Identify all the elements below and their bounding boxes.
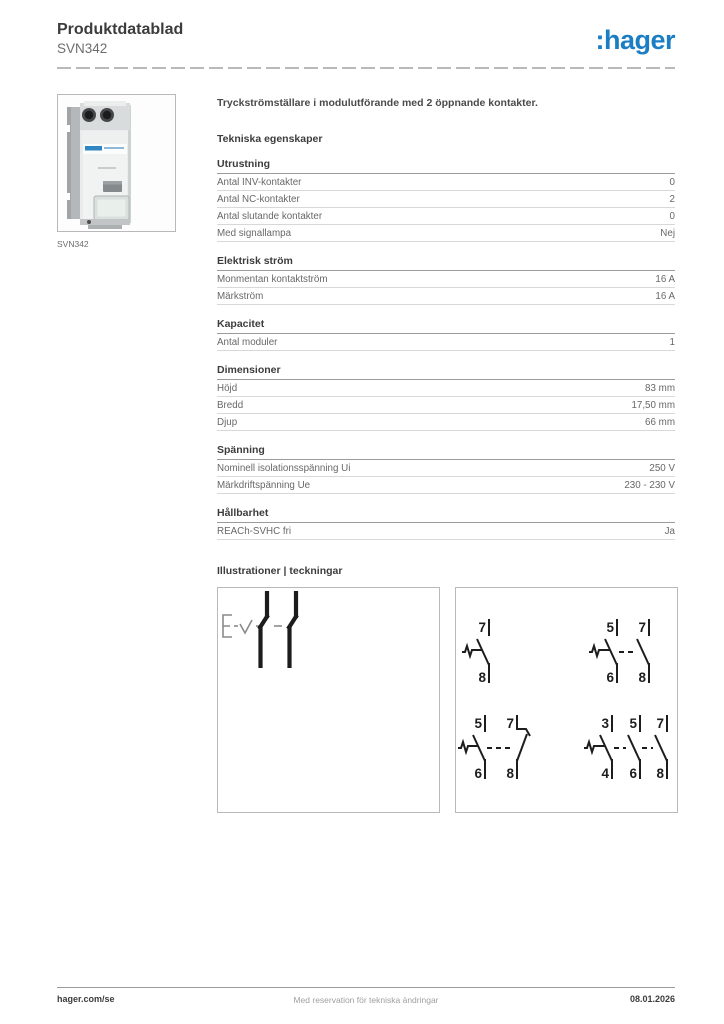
spec-value: 2 <box>669 193 675 205</box>
contact-number: 6 <box>606 670 614 686</box>
spec-value: 250 V <box>649 462 675 474</box>
section-title: Kapacitet <box>217 318 675 334</box>
spec-row <box>217 380 675 397</box>
spec-row <box>217 288 675 305</box>
spec-value: 1 <box>669 336 675 348</box>
section-title: Spänning <box>217 444 675 460</box>
product-photo-caption: SVN342 <box>57 239 89 250</box>
section-title: Utrustning <box>217 158 675 174</box>
section-hallbarhet <box>217 507 675 540</box>
product-reference: SVN342 <box>57 41 108 57</box>
contact-number: 7 <box>638 620 646 636</box>
spec-label: Nominell isolationsspänning Ui <box>217 462 351 474</box>
spec-row <box>217 414 675 431</box>
illustrations-row <box>217 587 675 813</box>
contact-number: 5 <box>474 716 482 732</box>
tech-properties-title: Tekniska egenskaper <box>217 133 323 146</box>
wiring-schematic-drawing <box>218 588 439 812</box>
spec-row <box>217 477 675 494</box>
spec-label: REACh-SVHC fri <box>217 525 292 537</box>
contact-number: 6 <box>474 766 482 782</box>
spec-value: Nej <box>660 227 675 239</box>
spec-label: Märkström <box>217 290 264 302</box>
spec-row <box>217 460 675 477</box>
spec-label: Djup <box>217 416 238 428</box>
spec-label: Monmentan kontaktström <box>217 273 328 285</box>
product-photo-column <box>57 94 177 813</box>
section-elektrisk-strom <box>217 255 675 305</box>
wiring-schematic-box <box>217 587 440 813</box>
contact-diagrams-drawing <box>456 588 677 812</box>
spec-row <box>217 208 675 225</box>
contact-number: 7 <box>506 716 514 732</box>
spec-value: 66 mm <box>645 416 675 428</box>
spec-label: Märkdriftspänning Ue <box>217 479 311 491</box>
section-title: Hållbarhet <box>217 507 675 523</box>
footer-date: 08.01.2026 <box>629 994 675 1004</box>
contact-diagrams-box <box>455 587 678 813</box>
footer-website-link[interactable]: hager.com/se <box>57 994 115 1004</box>
footer-disclaimer: Med reservation för tekniska ändringar <box>293 995 439 1005</box>
spec-label: Antal INV-kontakter <box>217 176 302 188</box>
spec-row <box>217 397 675 414</box>
spec-label: Bredd <box>217 399 244 411</box>
spec-label: Antal slutande kontakter <box>217 210 323 222</box>
contact-number: 8 <box>506 766 514 782</box>
contact-number: 8 <box>638 670 646 686</box>
spec-label: Höjd <box>217 382 238 394</box>
specifications-column <box>217 94 675 813</box>
contact-number: 7 <box>478 620 486 636</box>
page-title: Produktdatablad <box>57 21 184 38</box>
product-description: Tryckströmställare i modulutförande med 2 öppnande kontakter. <box>217 97 538 110</box>
spec-row <box>217 334 675 351</box>
spec-value: 0 <box>669 210 675 222</box>
hager-logo: :hager <box>595 25 675 55</box>
spec-value: 17,50 mm <box>631 399 675 411</box>
contact-number: 5 <box>629 716 637 732</box>
spec-row <box>217 523 675 540</box>
spec-row <box>217 191 675 208</box>
contact-number: 5 <box>606 620 614 636</box>
spec-value: 0 <box>669 176 675 188</box>
header-divider <box>57 67 675 69</box>
section-utrustning <box>217 158 675 242</box>
product-photo <box>57 94 176 232</box>
spec-label: Antal NC-kontakter <box>217 193 300 205</box>
spec-label: Antal moduler <box>217 336 278 348</box>
product-photo-drawing <box>58 95 175 231</box>
spec-value: 83 mm <box>645 382 675 394</box>
spec-value: 16 A <box>655 290 675 302</box>
contact-number: 3 <box>601 716 609 732</box>
contact-number: 4 <box>601 766 609 782</box>
section-dimensioner <box>217 364 675 431</box>
spec-value: Ja <box>664 525 675 537</box>
spec-label: Med signallampa <box>217 227 292 239</box>
footer <box>57 987 675 1004</box>
spec-row <box>217 225 675 242</box>
main-content <box>57 94 675 813</box>
section-kapacitet <box>217 318 675 351</box>
spec-value: 16 A <box>655 273 675 285</box>
spec-row <box>217 174 675 191</box>
spec-row <box>217 271 675 288</box>
section-spanning <box>217 444 675 494</box>
contact-number: 8 <box>656 766 664 782</box>
header-titles <box>57 21 183 56</box>
spec-value: 230 - 230 V <box>624 479 675 491</box>
illustrations-title: Illustrationer | teckningar <box>217 565 343 578</box>
contact-number: 7 <box>656 716 664 732</box>
section-title: Elektrisk ström <box>217 255 675 271</box>
section-title: Dimensioner <box>217 364 675 380</box>
contact-number: 8 <box>478 670 486 686</box>
contact-number: 6 <box>629 766 637 782</box>
header <box>57 0 675 56</box>
